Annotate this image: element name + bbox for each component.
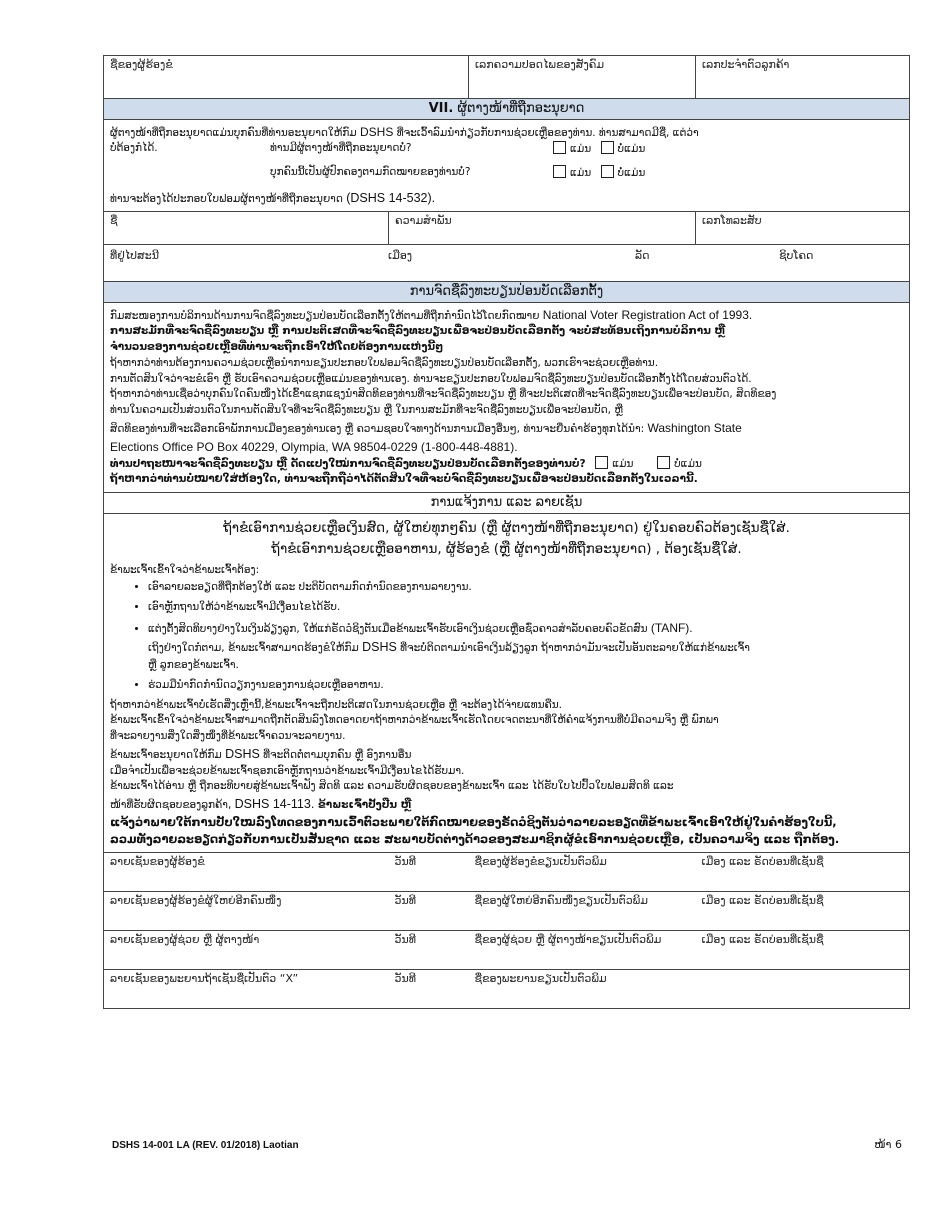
signature-section-body: ຖ້າຂໍເອົາການຊ່ວຍເຫຼືອເງິນສົດ, ຜູ້ໃຫຍ່ທຸກໆຄົນ (ຫຼື ຜູ້ຕາງໜ້າທີ່ຖືກອະນຸຍາດ) ຢູ່ໃນຄອບຄົວຕ້ອງເຊັນຊື່ໃສ່. ຖ້າຂໍເອົາການຊ່ວຍເຫຼືອອາຫານ, ຜູ້ຮ້ອງຂໍ (ຫຼື ຜູ້ຕາງໜ້າທີ່ຖືກອະນຸຍາດ) , ຕ້ອງເຊັນຊື່ໃສ່. ຂ້າພະເຈົ້າເຂົ້າໃຈວ່າຂ້າພະເຈົ້າຕ້ອງ: • ເອົາລາຍລະອຽດທີ່ຖືກຕ້ອງໃຫ້ ແລະ ປະຕິບັດຕາມກົດກຳນົດຂອງການລາຍງານ. • ເອົາຫຼັກຖານໃຫ້ວ່າຂ້າພະເຈົ້າມີເງື່ອນໄຂໄດ້ຮັບ. • ແຕ່ງຕັ້ງສິດທິບາງຢ່າງໃນເງິນລ້ຽງລູກ, ໃຫ້ແກ່ຣັດວໍຊິງຕັນເມື່ອຂ້າພະເຈົ້າຮັບເອົາເງິນຊ່ວຍເຫຼືອຊົ່ວຄາວສຳລັບຄອບຄົວຂັດສົນ (TANF). ເຖິງຢ່າງໃດກໍຕາມ, ຂ້າພະເຈົ້າສາມາດຮ້ອງຂໍໃຫ້ກົມ DSHS ທີ່ຈະບໍ່ຕິດຕາມນຳເອົາເງິນລ້ຽງລູກ ຖ້າຫາກວ່າມັນຈະເປັນອັນຕະລາຍໃຫ້ແກ່ຂ້າພະເຈົ້າ ຫຼື ລູກຂອງຂ້າພະເຈົ້າ. • ຮ່ວມມືນຳກົດກຳນົດວຽກງານຂອງການຊ່ວຍເຫຼືອອາຫານ. ຖ້າຫາກວ່າຂ້າພະເຈົ້າບໍ່ເຮັດສິ່ງເຫຼົ່ານີ້,ຂ້າພະເຈົ້າຈະຖືກປະຕິເສດໃນການຊ່ວຍເຫຼືອ ຫຼື ຈະຕ້ອງໄດ້ຈ່າຍແທນຄືນ. ຂ້າພະເຈົ້າເຂົ້າໃຈວ່າຂ້າພະເຈົ້າສາມາດຖືກຕັດສິນລົງໂທດອາດຍາຖ້າຫາກວ່າຂ້າພະເຈົ້າເຮັດໂດຍເຈດຕະນາທີ່ໃຫ້ຄຳແຈ້ງການທີ່ບໍ່ມີຄວາມຈິງ ຫຼື ພົກພາ ທີ່ຈະລາຍງານສິ່ງໃດສິ່ງໜຶ່ງທີ່ຂ້າພະເຈົ້າຄວນຈະລາຍງານ. ຂ້າພະເຈົ້າອະນຸຍາດໃຫ້ກົມ DSHS ທີ່ຈະຕິດຕໍ່ຕາມບຸກຄົນ ຫຼື ອົງການອື່ນ ເມື່ອຈຳເປັນເພື່ອຈະຊ່ວຍຂ້າພະເຈົ້າຊອກເອົາຫຼັກຖານວ່າຂ້າພະເຈົ້າມີເງື່ອນໄຂໄດ້ຮັບມາ. ຂ້າພະເຈົ້າໄດ້ອ່ານ ຫຼື ຖືກອະທິບາຍສູ່ຂ້າພະເຈົ້າຟັງ ສິດທິ ແລະ ຄວາມຮັບຜິດຊອບຂອງຂ້າພະເຈົ້າ ແລະ ໄດ້ຮັບໃບໄປປົ້ວໃບຟອມສິດທິ ແລະ ໜ້າທີ່ຮັບຜິດຊອບຂອງລູກຄ້າ, DSHS 14-113. ຂ້າພະເຈົ້າປັ້ງປືນ ຫຼື ແຈ້ງວ່າພາຍໃຕ້ການປັບໃໝລົງໂທດຂອງການເວົ້າຕົວະພາຍໃຕ້ກົດໝາຍຂອງຣັດວໍຊິງຕັນວ່າລາຍລະອຽດທີ່ຂ້າພະເຈົ້າເອົາໃຫ້ຢູ່ໃນຄຳຮ້ອງໃບນີ້, ລວມທັງລາຍລະອຽດກ່ຽວກັບການເປັນສັນຊາດ ແລະ ສະພາບບັດຕ່າງດ້າວຂອງສະມາຊິກຜູ້ຂໍເອົາການຊ່ວຍເຫຼືອ, ເປັນຄວາມຈິງ ແລະ ຖືກຕ້ອງ. [104,513,910,853]
header-row [104,56,910,99]
signature-row-representative [104,931,910,970]
rep-info-row-1 [104,212,910,245]
rep-info-row-2 [104,245,910,282]
other-adult-signature-field[interactable]: ລາຍເຊັນຂອງຜູ້ຮ້ອງຂໍຜູ້ໃຫຍ່ອີກຄົນໜຶ່ງ [104,892,389,931]
ssn-field[interactable]: ເລກຄວາມປອດໄພຂອງສັງຄົມ [469,56,696,99]
section-7-body: ຜູ້ຕາງໜ້າທີ່ຖືກອະນຸຍາດແມ່ນບຸກຄົນທີ່ທ່ານອະນຸຍາດໃຫ້ກົມ DSHS ທີ່ຈະເວົ້າລົມນຳກ່ຽວກັບການຊ່ວຍເຫຼືອຂອງທ່ານ. ທ່ານສາມາດມີຊື່, ແຕ່ວ່າ ບໍ່ຕ້ອງກໍໄດ້. ທ່ານມີຜູ້ຕາງໜ້າທີ່ຖືກອະນຸຍາດບໍ່? ແມ່ນ ບໍ່ແມ່ນ ບຸກຄົນນີ້ເປັນຜູ້ປົກຄອງຕາມກົດໝາຍຂອງທ່ານບໍ່? ແມ່ນ ບໍ່ແມ່ນ ທ່ານຈະຕ້ອງໄດ້ປະກອບໃບຟອມຜູ້ຕາງໜ້າທີ່ຖືກອະນຸຍາດ (DSHS 14-532). [104,119,910,212]
signature-row-other-adult [104,892,910,931]
voter-no-checkbox[interactable] [657,456,670,469]
auth-rep-yes-checkbox[interactable] [553,141,566,154]
guardian-no-checkbox[interactable] [601,165,614,178]
signature-section-header: ການແຈ້ງການ ແລະ ລາຍເຊັນ [104,493,910,514]
rep-state-field[interactable]: ລັດ [635,249,650,263]
representative-printed-name-field[interactable]: ຊື່ຂອງຜູ້ຊ່ວຍ ຫຼື ຜູ້ຕາງໜ້າຂຽນເປັນຕົວພິມ [469,931,696,970]
representative-date-field[interactable]: ວັນທີ [389,931,469,970]
client-id-field[interactable]: ເລກປະຈຳຕົວລູກຄ້າ [696,56,910,99]
form-page [103,55,909,1009]
question-legal-guardian: ບຸກຄົນນີ້ເປັນຜູ້ປົກຄອງຕາມກົດໝາຍຂອງທ່ານບໍ່? [270,166,471,179]
rep-address-row [104,245,910,282]
question-authorized-rep: ທ່ານມີຜູ້ຕາງໜ້າທີ່ຖືກອະນຸຍາດບໍ່? [270,142,412,155]
rep-relationship-field[interactable]: ຄວາມສຳພັນ [389,212,696,245]
form-id: DSHS 14-001 LA (REV. 01/2018) Laotian [112,1140,299,1151]
auth-rep-no-checkbox[interactable] [601,141,614,154]
other-adult-place-field[interactable]: ເມືອງ ແລະ ຣັດບ່ອນທີ່ເຊັນຊື່ [696,892,910,931]
rep-address-field[interactable]: ທີ່ຢູ່ໄປສະນີ [110,249,159,263]
voter-section-header: ການຈົດຊື່ລົງທະບຽນປ່ອນບັດເລືອກຕັ້ງ [104,282,910,303]
guardian-yes-checkbox[interactable] [553,165,566,178]
representative-place-field[interactable]: ເມືອງ ແລະ ຣັດບ່ອນທີ່ເຊັນຊື່ [696,931,910,970]
witness-place-field [696,970,910,1009]
signature-row-witness [104,970,910,1009]
representative-signature-field[interactable]: ລາຍເຊັນຂອງຜູ້ຊ່ວຍ ຫຼື ຜູ້ຕາງໜ້າ [104,931,389,970]
rep-city-field[interactable]: ເມືອງ [388,249,413,263]
applicant-printed-name-field[interactable]: ຊື່ຂອງຜູ້ຮ້ອງຂໍຂຽນເປັນຕົວພິມ [469,853,696,892]
other-adult-printed-name-field[interactable]: ຊື່ຂອງຜູ້ໃຫຍ່ອີກຄົນໜຶ່ງຂຽນເປັນຕົວພິມ [469,892,696,931]
signature-row-applicant [104,853,910,892]
voter-section-body: ກົມສະໜອງການບໍລິການດ້ານການຈົດຊື່ລົງທະບຽນປ່ອນບັດເລືອກຕັ້ງໃຫ້ຕາມທີ່ຖືກກຳນົດໄວ້ໂດຍກົດໝາຍ National Voter Registration Act of 1993. ການສະມັກທີ່ຈະຈົດຊື່ລົງທະບຽນ ຫຼື ການປະຕິເສດທີ່ຈະຈົດຊື່ລົງທະບຽນເພື່ອຈະປ່ອນບັດເລືອກຕັ້ງ ຈະບໍ່ສະທ້ອນເຖິງການບໍລິການ ຫຼື ຈຳນວນຂອງການຊ່ວຍເຫຼືອທີ່ທ່ານຈະຖືກເອົາໃຫ້ໂດຍຕ້ອງການແຫ່ງນີ້ໆ ຖ້າຫາກວ່າທ່ານຕ້ອງການຄວາມຊ່ວຍເຫຼືອນຳການຂຽນປະກອບໃບຟອມຈົດຊື່ລົງທະບຽນປ່ອນບັດເລືອກຕັ້ງ, ພວກເຮົາຈະຊ່ວຍເຫຼືອທ່ານ. ການຕັດສິນໃຈວ່າຈະຂໍເອົາ ຫຼື ຮັບເອົາຄວາມຊ່ວຍເຫຼືອແມ່ນຂອງທ່ານເອງ. ທ່ານຈະຂຽນປະກອບໃບຟອມຈົດຊື່ລົງທະບຽນປ່ອນບັດເລືອກຕັ້ງໄດ້ໂດຍສ່ວນຕົວໄດ້. ຖ້າຫາກວ່າທ່ານເຊື່ອວ່າບຸກຄົນໃດຄົນໜຶ່ງໄດ້ເຂົ້າແຊກແຊງນຳສິດທິຂອງທ່ານທີ່ຈະຈົດຊື່ລົງທະບຽນ ຫຼື ທີ່ຈະປະຕິເສດທີ່ຈະຈົດຊື່ລົງທະບຽນເພື່ອຈະປ່ອນບັດ, ສິດທິຂອງ ທ່ານໃນຄວາມເປັນສ່ວນຕົວໃນການຕັດສິນໃຈທີ່ຈະຈົດຊື່ລົງທະບຽນ ຫຼື ໃນການສະມັກທີ່ຈະຈົດຊື່ລົງທະບຽນເພື່ອຈະປ່ອນບັດ, ຫຼື ສິດທິຂອງທ່ານທີ່ຈະເລືອກເອົາພັກການເມືອງຂອງທ່ານເອງ ຫຼື ຄວາມຊອບໃຈທາງດ້ານການເມືອງອື່ນໆ, ທ່ານຈະຍື່ນຄຳຮ້ອງທຸກໄດ້ນຳ: Washington State Elections Office PO Box 40229, Olympia, WA 98504-0229 (1-800-448-4881). ທ່ານປາຖະໜາຈະຈົດຊື່ລົງທະບຽນ ຫຼື ດັດແປງໃໝ່ການຈົດຊື່ລົງທະບຽນປ່ອນບັດເລືອກຕັ້ງຂອງທ່ານບໍ່? ແມ່ນ ບໍ່ແມ່ນ ຖ້າຫາກວ່າທ່ານບໍ່ໝາຍໃສ່ຫ້ອງໃດ, ທ່ານຈະຖືກຖືວ່າໄດ້ຕັດສິນໃຈທີ່ຈະບໍ່ຈົດຊື່ລົງທະບຽນເພື່ອຈະປ່ອນບັດເລືອກຕັ້ງໃນເວລານີ້. [104,302,910,493]
voter-question: ທ່ານປາຖະໜາຈະຈົດຊື່ລົງທະບຽນ ຫຼື ດັດແປງໃໝ່ການຈົດຊື່ລົງທະບຽນປ່ອນບັດເລືອກຕັ້ງຂອງທ່ານບໍ່? ແມ່ນ ບໍ່ແມ່ນ [110,457,702,470]
witness-date-field[interactable]: ວັນທີ [389,970,469,1009]
applicant-place-field[interactable]: ເມືອງ ແລະ ຣັດບ່ອນທີ່ເຊັນຊື່ [696,853,910,892]
rep-name-field[interactable]: ຊື່ [104,212,389,245]
list-item: • ເອົາລາຍລະອຽດທີ່ຖືກຕ້ອງໃຫ້ ແລະ ປະຕິບັດຕາມກົດກຳນົດຂອງການລາຍງານ. [148,579,903,595]
witness-printed-name-field[interactable]: ຊື່ຂອງພະຍານຂຽນເປັນຕົວພິມ [469,970,696,1009]
other-adult-date-field[interactable]: ວັນທີ [389,892,469,931]
voter-yes-checkbox[interactable] [595,456,608,469]
rep-zip-field[interactable]: ຊິບໂຄດ [779,249,814,263]
requirements-list [110,579,903,694]
section-7-header: VII. ຜູ້ຕາງໜ້າທີ່ຖືກອະນຸຍາດ [104,99,910,120]
list-item: • ຮ່ວມມືນຳກົດກຳນົດວຽກງານຂອງການຊ່ວຍເຫຼືອອາຫານ. [148,677,903,693]
list-item: • ເອົາຫຼັກຖານໃຫ້ວ່າຂ້າພະເຈົ້າມີເງື່ອນໄຂໄດ້ຮັບ. [148,599,903,615]
form-table [103,55,910,1009]
list-item: • ແຕ່ງຕັ້ງສິດທິບາງຢ່າງໃນເງິນລ້ຽງລູກ, ໃຫ້ແກ່ຣັດວໍຊິງຕັນເມື່ອຂ້າພະເຈົ້າຮັບເອົາເງິນຊ່ວຍເຫຼືອຊົ່ວຄາວສຳລັບຄອບຄົວຂັດສົນ (TANF). ເຖິງຢ່າງໃດກໍຕາມ, ຂ້າພະເຈົ້າສາມາດຮ້ອງຂໍໃຫ້ກົມ DSHS ທີ່ຈະບໍ່ຕິດຕາມນຳເອົາເງິນລ້ຽງລູກ ຖ້າຫາກວ່າມັນຈະເປັນອັນຕະລາຍໃຫ້ແກ່ຂ້າພະເຈົ້າ ຫຼື ລູກຂອງຂ້າພະເຈົ້າ. [148,619,903,673]
applicant-signature-field[interactable]: ລາຍເຊັນຂອງຜູ້ຮ້ອງຂໍ [104,853,389,892]
applicant-date-field[interactable]: ວັນທີ [389,853,469,892]
client-name-field[interactable]: ຊື່ຂອງຜູ້ຮ້ອງຂໍ [104,56,469,99]
rep-phone-field[interactable]: ເລກໂທລະສັບ [696,212,910,245]
witness-signature-field[interactable]: ລາຍເຊັນຂອງພະຍານຖ້າເຊັນຊື່ເປັນຕົວ “X” [104,970,389,1009]
page-number: ໜ້າ 6 [874,1138,902,1151]
